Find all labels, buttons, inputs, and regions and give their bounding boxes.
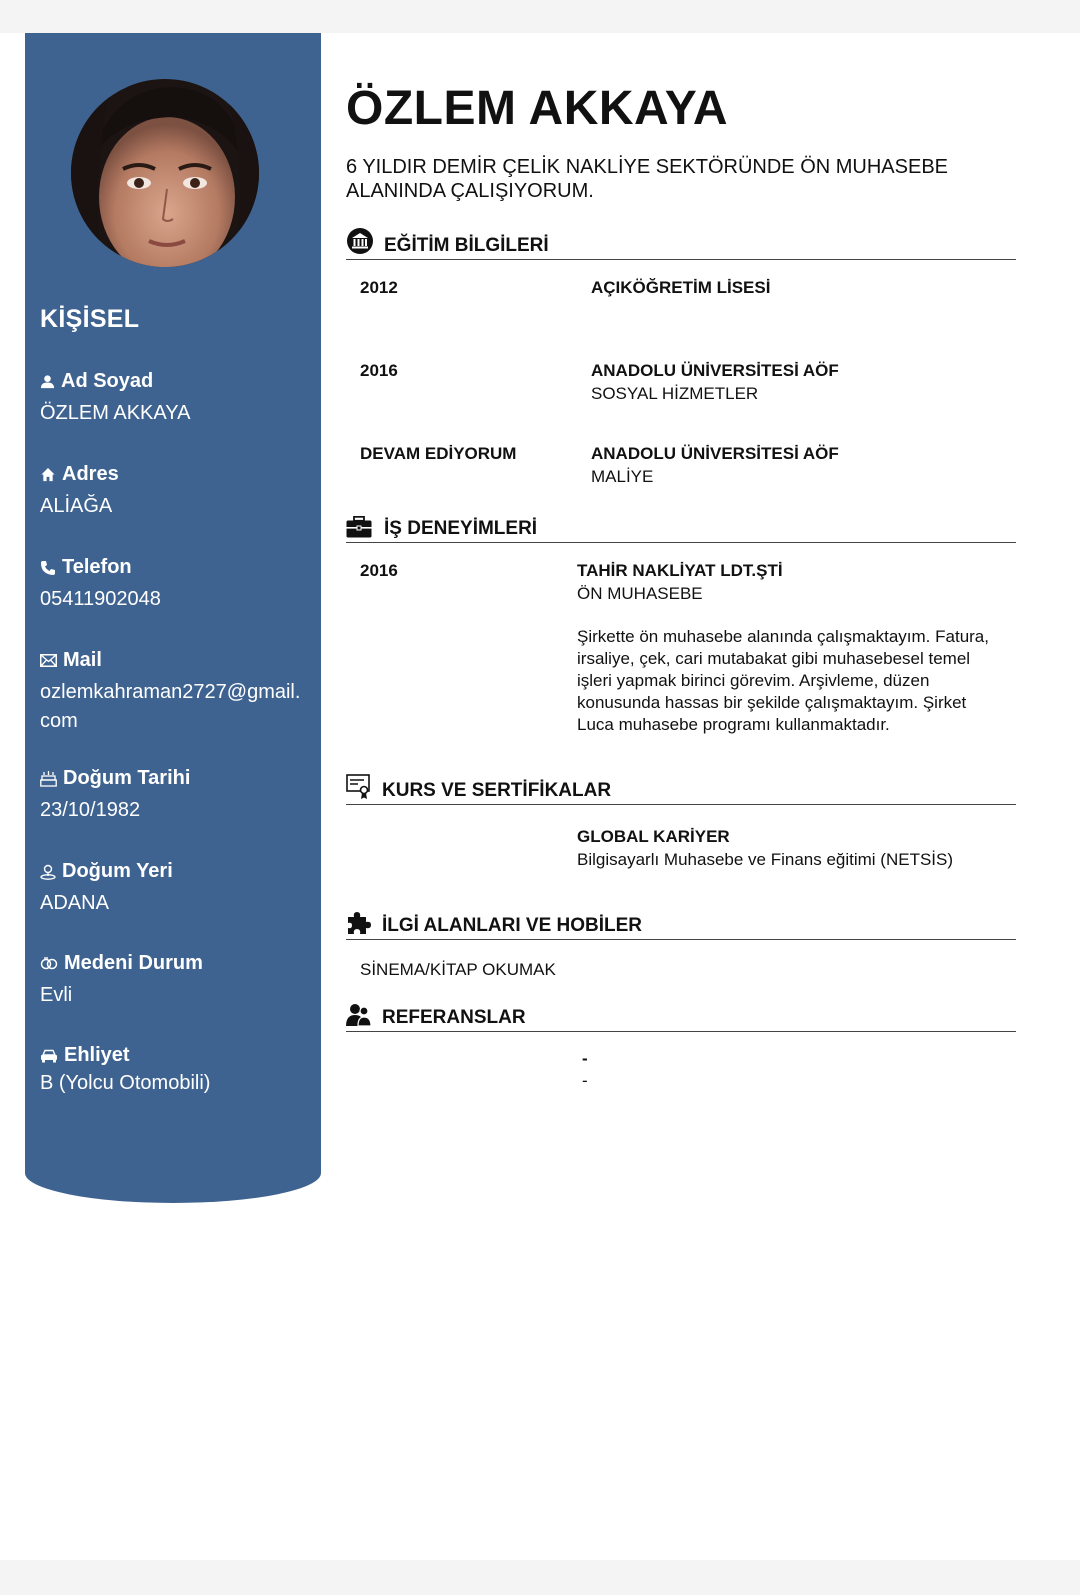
education-date: 2012 [360, 278, 398, 297]
school-name: ANADOLU ÜNİVERSİTESİ AÖF [591, 361, 839, 380]
reference-line: - [582, 1071, 588, 1090]
institution-icon [346, 227, 374, 255]
job-role: ÖN MUHASEBE [577, 584, 703, 603]
field-value: ÖZLEM AKKAYA [40, 402, 191, 424]
course-entry [577, 827, 953, 870]
references-section-header [346, 1001, 1016, 1032]
field-value: ALİAĞA [40, 495, 113, 517]
field-label: Adres [62, 463, 119, 485]
field-label: Medeni Durum [64, 952, 203, 974]
people-icon [346, 1003, 372, 1027]
field-label: Ad Soyad [61, 370, 154, 392]
field-value: 05411902048 [40, 588, 161, 610]
car-icon [40, 1049, 58, 1063]
cake-icon [40, 771, 57, 787]
puzzle-icon [346, 909, 372, 935]
phone-icon [40, 560, 56, 576]
experience-date: 2016 [360, 561, 398, 580]
education-entry [591, 444, 839, 487]
section-title: REFERANSLAR [382, 1007, 526, 1028]
education-entry [591, 361, 839, 404]
field-phone [40, 556, 310, 614]
job-description: Şirkette ön muhasebe alanında çalışmaktayım. Fatura, irsaliye, çek, cari mutabakat gibi muhasebesel temel işleri yapmak birinci görevim. Arşivleme, düzen konusunda hassas bir şekilde çalışmaktayım. Şirket Luca muhasebe programı kullanmaktadır. [577, 627, 989, 734]
company-name: TAHİR NAKLİYAT LDT.ŞTİ [577, 561, 783, 580]
summary-text: 6 YILDIR DEMİR ÇELİK NAKLİYE SEKTÖRÜNDE ÖN MUHASEBE ALANINDA ÇALIŞIYORUM. [346, 156, 949, 202]
field-value: Evli [40, 984, 73, 1006]
field-birth-date [40, 767, 310, 825]
rings-icon [40, 957, 58, 970]
person-icon [40, 374, 55, 389]
education-section-header [346, 229, 1016, 260]
courses-section-header [346, 774, 1016, 805]
cv-page [0, 33, 1080, 1560]
profile-photo [71, 79, 259, 267]
section-title: KURS VE SERTİFİKALAR [382, 780, 612, 801]
home-icon [40, 467, 56, 482]
field-label: Ehliyet [64, 1044, 130, 1066]
school-name: AÇIKÖĞRETİM LİSESİ [591, 278, 771, 297]
briefcase-icon [346, 516, 372, 538]
hobbies-section-header [346, 909, 1016, 940]
section-title: İLGİ ALANLARI VE HOBİLER [382, 915, 643, 936]
section-title: İŞ DENEYİMLERİ [384, 518, 538, 539]
course-detail: Bilgisayarlı Muhasebe ve Finans eğitimi (NETSİS) [577, 850, 954, 869]
sidebar [25, 33, 321, 1203]
certificate-icon [346, 774, 372, 800]
mail-icon [40, 654, 57, 667]
location-icon [40, 864, 56, 880]
experience-entry [577, 561, 1007, 736]
department: MALİYE [591, 467, 654, 486]
full-name-heading: ÖZLEM AKKAYA [346, 82, 729, 135]
course-provider: GLOBAL KARİYER [577, 827, 730, 846]
reference-line: - [582, 1049, 588, 1068]
experience-section-header [346, 512, 1016, 543]
field-value: 23/10/1982 [40, 799, 141, 821]
education-entry [591, 278, 770, 298]
section-title: EĞİTİM BİLGİLERİ [384, 235, 549, 256]
field-birth-place [40, 860, 310, 918]
education-date: 2016 [360, 361, 398, 380]
education-date: DEVAM EDİYORUM [360, 444, 517, 463]
field-value: ADANA [40, 892, 109, 914]
hobbies-text: SİNEMA/KİTAP OKUMAK [360, 960, 556, 979]
field-label: Telefon [62, 556, 132, 578]
field-mail [40, 649, 310, 736]
department: SOSYAL HİZMETLER [591, 384, 759, 403]
field-license [40, 1044, 310, 1098]
school-name: ANADOLU ÜNİVERSİTESİ AÖF [591, 444, 839, 463]
field-label: Doğum Yeri [62, 860, 173, 882]
field-marital-status [40, 952, 310, 1010]
field-value: ozlemkahraman2727@gmail.com [40, 681, 301, 732]
field-address [40, 463, 310, 521]
personal-section-title: KİŞİSEL [40, 305, 140, 333]
field-label: Doğum Tarihi [63, 767, 191, 789]
field-name [40, 370, 310, 428]
field-label: Mail [63, 649, 102, 671]
field-value: B (Yolcu Otomobili) [40, 1072, 211, 1094]
